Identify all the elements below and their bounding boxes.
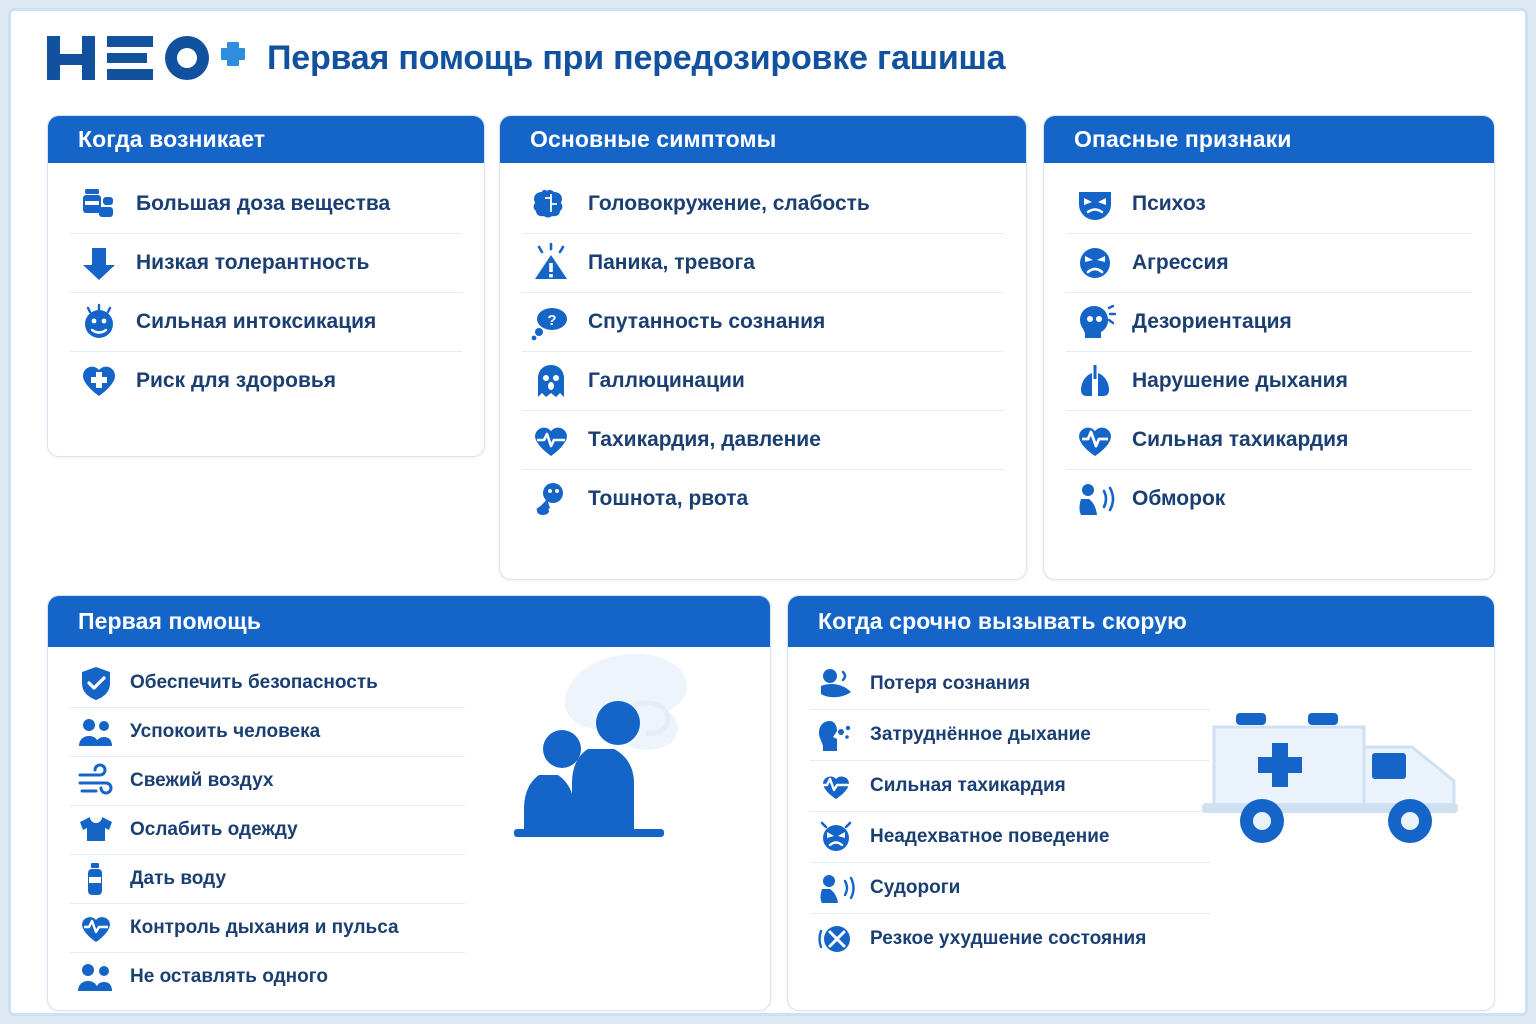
thought-question-icon: [528, 300, 574, 344]
card-call-ambulance-body: [788, 647, 1494, 978]
list-item: [522, 234, 1004, 293]
list-item: [70, 757, 465, 806]
list-item-label: Сильная тахикардия: [870, 775, 1066, 796]
seizure-person-icon: [816, 869, 856, 907]
pills-bottle-icon: [76, 182, 122, 226]
list-item: [810, 914, 1210, 964]
list-item: [522, 352, 1004, 411]
wind-icon: [76, 762, 116, 800]
card-first-aid-body: [48, 647, 770, 1011]
ambulance-illustration: [1196, 691, 1486, 886]
two-people-comforting-illustration: [484, 645, 754, 880]
list-item-label: Дезориентация: [1132, 310, 1292, 333]
card-danger-signs-body: [1044, 163, 1494, 542]
card-main-symptoms-title: Основные симптомы: [500, 116, 1026, 163]
two-people-icon: [76, 713, 116, 751]
list-item: [810, 863, 1210, 914]
list-item-label: Спутанность сознания: [588, 310, 826, 333]
heart-shield-pulse-icon: [1072, 418, 1118, 462]
water-bottle-icon: [76, 860, 116, 898]
list-item: [70, 293, 462, 352]
list-item: [70, 352, 462, 410]
heart-pulse-icon: [528, 418, 574, 462]
list-item-label: Головокружение, слабость: [588, 192, 870, 215]
heart-cross-icon: [76, 359, 122, 403]
list-item: [1066, 234, 1472, 293]
list-item-label: Большая доза вещества: [136, 192, 391, 215]
list-item: [70, 708, 465, 757]
dizzy-face-icon: [76, 300, 122, 344]
list-item-label: Нарушение дыхания: [1132, 369, 1348, 392]
card-main-symptoms: [499, 115, 1027, 580]
list-item: [1066, 293, 1472, 352]
list-item: [1066, 411, 1472, 470]
list-item-label: Обеспечить безопасность: [130, 672, 378, 693]
list-item-label: Тахикардия, давление: [588, 428, 821, 451]
neo-plus-logo: [45, 30, 245, 86]
list-item-label: Паника, тревога: [588, 251, 755, 274]
shield-check-icon: [76, 664, 116, 702]
list-item: [70, 659, 465, 708]
angry-face-icon: [1072, 241, 1118, 285]
vomit-icon: [528, 477, 574, 521]
card-when-occurs-title: Когда возникает: [48, 116, 484, 163]
tshirt-icon: [76, 811, 116, 849]
list-item: [810, 659, 1210, 710]
card-call-ambulance: [787, 595, 1495, 1011]
emergency-list: [810, 659, 1210, 964]
list-item-label: Агрессия: [1132, 251, 1229, 274]
sharp-decline-icon: [816, 920, 856, 958]
breathing-difficulty-icon: [816, 716, 856, 754]
list-item-label: Низкая толерантность: [136, 251, 370, 274]
list-item-label: Сильная интоксикация: [136, 310, 377, 333]
card-first-aid-title: Первая помощь: [48, 596, 770, 647]
list-item: [522, 411, 1004, 470]
lungs-icon: [1072, 359, 1118, 403]
heart-monitor-icon: [76, 909, 116, 947]
heart-pulse-line-icon: [816, 767, 856, 805]
header: [11, 11, 1525, 97]
list-item: [522, 293, 1004, 352]
head-dizzy-icon: [1072, 300, 1118, 344]
list-item-label: Обморок: [1132, 487, 1226, 510]
first-aid-list: [70, 659, 465, 1001]
fainting-person-icon: [1072, 477, 1118, 521]
list-item-label: Судороги: [870, 877, 961, 898]
list-item: [1066, 175, 1472, 234]
angry-mask-icon: [1072, 182, 1118, 226]
poster: [8, 8, 1528, 1016]
card-main-symptoms-body: [500, 163, 1026, 542]
list-item-label: Психоз: [1132, 192, 1206, 215]
list-item-label: Потеря сознания: [870, 673, 1031, 694]
list-item: [70, 175, 462, 234]
card-danger-signs-title: Опасные признаки: [1044, 116, 1494, 163]
list-item: [522, 470, 1004, 528]
page-title: Первая помощь при передозировке гашиша: [267, 38, 1006, 77]
list-item: [810, 812, 1210, 863]
list-item: [810, 761, 1210, 812]
card-when-occurs: [47, 115, 485, 457]
card-first-aid: [47, 595, 771, 1011]
list-item: [70, 904, 465, 953]
list-item-label: Ослабить одежду: [130, 819, 298, 840]
list-item-label: Успокоить человека: [130, 721, 321, 742]
warning-triangle-icon: [528, 241, 574, 285]
list-item: [810, 710, 1210, 761]
list-item-label: Резкое ухудшение состояния: [870, 928, 1147, 949]
list-item-label: Неадехватное поведение: [870, 826, 1110, 847]
card-danger-signs: [1043, 115, 1495, 580]
people-together-icon: [76, 958, 116, 996]
list-item-label: Тошнота, рвота: [588, 487, 749, 510]
down-arrow-icon: [76, 241, 122, 285]
list-item-label: Дать воду: [130, 868, 227, 889]
brain-icon: [528, 182, 574, 226]
list-item-label: Затруднённое дыхание: [870, 724, 1091, 745]
list-item-label: Не оставлять одного: [130, 966, 328, 987]
list-item-label: Контроль дыхания и пульса: [130, 917, 399, 938]
list-item: [70, 855, 465, 904]
angry-alarm-icon: [816, 818, 856, 856]
svg-text:?: ?: [547, 312, 557, 329]
list-item-label: Свежий воздух: [130, 770, 274, 791]
unconscious-person-icon: [816, 665, 856, 703]
list-item: [1066, 470, 1472, 528]
list-item: [1066, 352, 1472, 411]
card-call-ambulance-title: Когда срочно вызывать скорую: [788, 596, 1494, 647]
list-item: [70, 806, 465, 855]
list-item-label: Сильная тахикардия: [1132, 428, 1349, 451]
list-item: [70, 953, 465, 1001]
list-item-label: Галлюцинации: [588, 369, 745, 392]
list-item: [70, 234, 462, 293]
ghost-icon: [528, 359, 574, 403]
card-when-occurs-body: [48, 163, 484, 424]
list-item-label: Риск для здоровья: [136, 369, 337, 392]
list-item: [522, 175, 1004, 234]
